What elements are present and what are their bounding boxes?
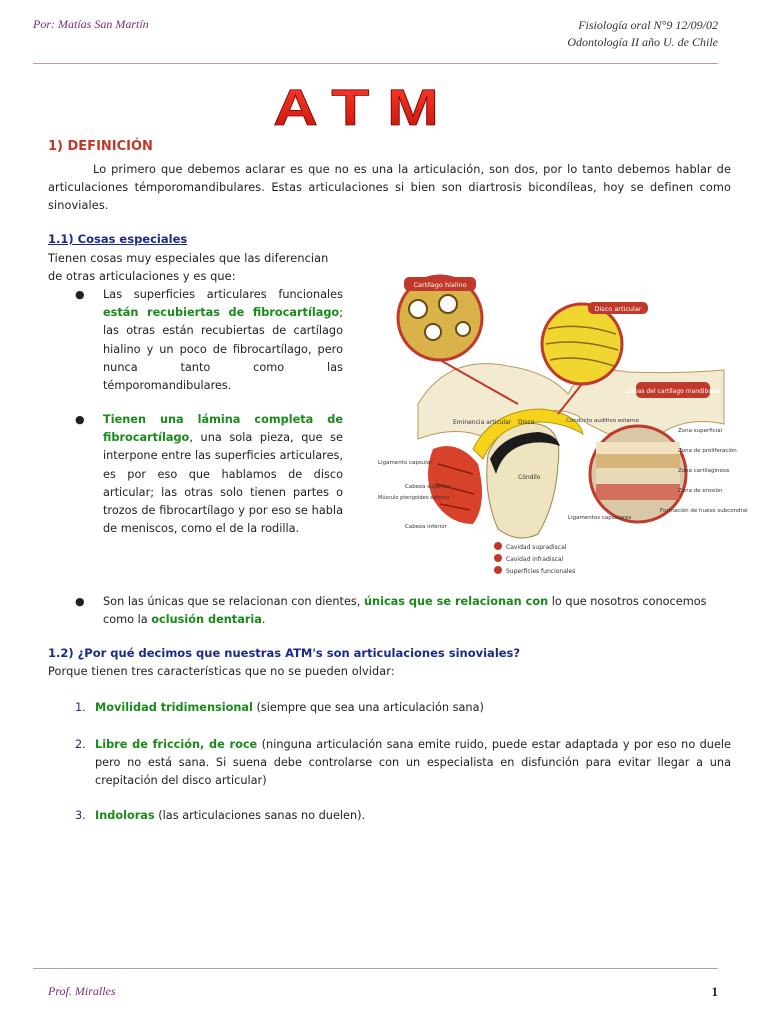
fig-label-conducto: Conducto auditivo externo <box>566 418 639 424</box>
fig-label-condilo: Cóndilo <box>518 474 541 481</box>
atm-anatomy-figure <box>378 274 748 576</box>
fig-label-ligamentos-caps: Ligamentos capsulares <box>568 515 632 521</box>
fig-label-zona-sup: Zona superficial <box>678 428 723 434</box>
cosas-intro-line1: Tienen cosas muy especiales que las diferencian <box>48 252 329 265</box>
bullet3-text-bold2: oclusión dentaria <box>151 613 262 627</box>
fig-label-ligamento: Ligamento capsular <box>378 460 433 466</box>
bullet1-text-pre: Las superficies articulares funcionales <box>103 288 343 301</box>
fig-label-musculo: Músculo pterigoideo externo <box>378 495 450 501</box>
bullet3-text-bold: únicas que se relacionan con <box>363 595 549 608</box>
list-item-bold: Indoloras <box>95 809 155 822</box>
list-num: 3. <box>75 809 86 822</box>
fig-legend-2: Cavidad infradiscal <box>506 556 564 563</box>
title-text: ATM <box>273 80 457 137</box>
fig-label-zona-eros: Zona de erosión <box>678 488 723 494</box>
fig-legend-3: Superficies funcionales <box>506 568 576 575</box>
cosas-intro-line2: de otras articulaciones y es que: <box>48 270 236 283</box>
list-item-bold: Libre de fricción, de roce <box>95 738 258 751</box>
header-course-line1: Fisiología oral N°9 12/09/02 <box>578 18 718 32</box>
bullet-dot: ● <box>75 288 85 301</box>
header-course-info <box>567 17 718 51</box>
fig-label-eminencia: Eminencia articular <box>453 419 512 426</box>
fig-label-zona-cart: Zona cartilaginosa <box>678 468 730 474</box>
definicion-paragraph: Lo primero que debemos aclarar es que no es una la articulación, son dos, por lo tanto debemos hablar de articulaciones témporomandibulares. Estas articulaciones si bien son diartrosis bicondíleas, hoy se definen como sinoviales. <box>48 163 731 212</box>
list-num: 2. <box>75 738 86 751</box>
footer-divider <box>33 968 718 969</box>
bullet3-text-mid: lo que nosotros conocemos como la <box>103 595 707 627</box>
bullet-dientes <box>75 593 731 629</box>
subheading-sinoviales: 1.2) ¿Por qué decimos que nuestras ATM's son articulaciones sinoviales? <box>48 646 521 660</box>
fig-label-disco-small: Disco <box>518 419 535 426</box>
title-wordart <box>215 80 515 137</box>
list-item-text: (siempre que sea una articulación sana) <box>252 701 484 714</box>
list-item-text: (ninguna articulación sana emite ruido, puede estar adaptada y por eso no duele pero no está sana. Si suena debe controlarse con un especialista en disfunción para evitar llegar a una crepitación del disco articular) <box>95 738 732 787</box>
bullet2-text-post: , una sola pieza, que se interpone entre las superficies articulares, es por eso que hablamos de disco articular; las otras solo tienen partes o trozos de fibrocartílago y por eso se habla de meniscos, como el de la rodilla. <box>103 431 343 536</box>
bullet3-text-pre: Son las únicas que se relacionan con dientes, <box>103 595 364 608</box>
footer-professor: Prof. Miralles <box>48 984 116 998</box>
list-num: 1. <box>75 701 86 714</box>
header-divider <box>33 63 718 64</box>
list-item-indoloras <box>75 807 731 825</box>
section-heading-definicion: 1) DEFINICIÓN <box>48 139 153 154</box>
bullet-dot: ● <box>75 413 85 426</box>
bullet1-text-bold: están recubiertas de fibrocartílago <box>103 306 340 320</box>
sinoviales-intro: Porque tienen tres características que no se pueden olvidar: <box>48 665 395 678</box>
bullet-lamina <box>75 411 343 538</box>
fig-label-formacion: Formación de hueso subcondral <box>660 508 748 514</box>
list-item-text: (las articulaciones sanas no duelen). <box>154 809 366 822</box>
page-number: 1 <box>711 984 718 999</box>
fig-label-capas: Capas del cartílago mandibular <box>626 388 720 395</box>
fig-legend-1: Cavidad supradiscal <box>506 544 567 551</box>
header-course-line2: Odontología II año U. de Chile <box>567 35 718 49</box>
subheading-cosas-especiales: 1.1) Cosas especiales <box>48 232 188 246</box>
list-item-bold: Movilidad tridimensional <box>95 701 253 714</box>
bullet-superficies <box>75 286 343 395</box>
bullet-dot: ● <box>75 595 85 608</box>
fig-label-cabeza-inf: Cabeza inferior <box>405 524 447 530</box>
list-item-friccion <box>75 736 732 790</box>
fig-label-cabeza-sup: Cabeza superior <box>405 484 450 490</box>
bullet1-text-post: ; las otras están recubiertas de cartílago hialino y un poco de fibrocartílago, pero nunca tanto como las témporomandibulares. <box>103 306 343 393</box>
bullet3-text-post: . <box>261 613 266 627</box>
fig-label-cart-hialino: Cartílago hialino <box>413 281 467 289</box>
fig-label-zona-prolif: Zona de proliferación <box>678 448 737 454</box>
list-item-movilidad <box>75 699 731 717</box>
fig-label-disco: Disco articular <box>594 305 642 313</box>
cosas-intro <box>48 250 348 286</box>
bullet2-text-bold: Tienen una lámina completa de fibrocartílago <box>103 413 343 445</box>
header-author: Por: Matías San Martín <box>33 17 149 31</box>
